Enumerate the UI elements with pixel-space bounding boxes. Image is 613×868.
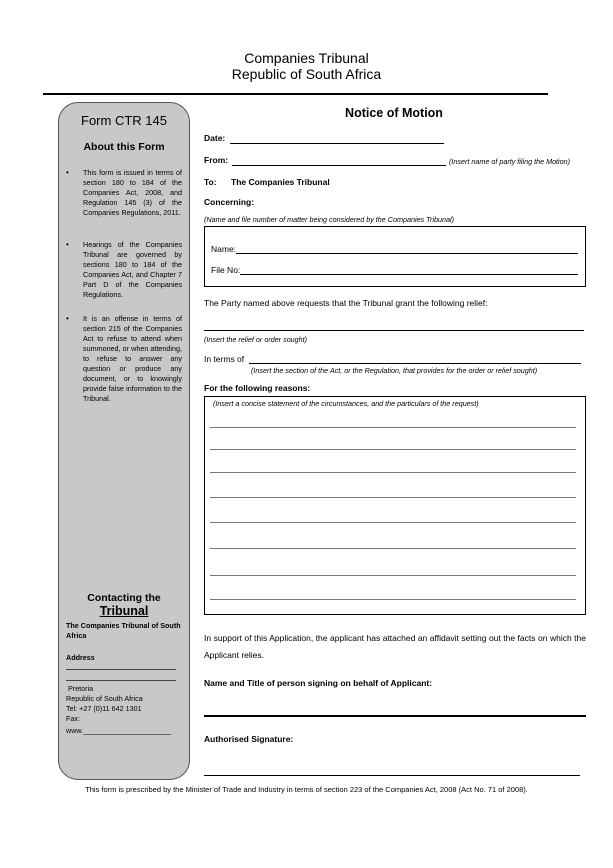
in-terms-hint: (Insert the section of the Act, or the Regulation, that provides for the order or relief sought): [251, 366, 538, 375]
reason-line: [210, 575, 576, 576]
to-value: The Companies Tribunal: [231, 177, 330, 187]
signer-label: Name and Title of person signing on behalf of Applicant:: [204, 678, 433, 688]
reasons-hint: (Insert a concise statement of the circumstances, and the particulars of the request): [213, 399, 479, 408]
signature-field[interactable]: [204, 775, 580, 776]
sidebar-bullet-1: • This form is issued in terms of section 180 to 184 of the Companies Act, 2008, and Regulation 145 (3) of the Companies Regulations, 2011.: [66, 168, 182, 217]
reason-line: [210, 522, 576, 523]
bullet-icon: •: [66, 168, 69, 177]
reason-line: [210, 472, 576, 473]
contact-www: www.______________________: [66, 726, 172, 735]
header-rule: [43, 93, 548, 95]
name-field[interactable]: [236, 253, 578, 254]
bullet-icon: •: [66, 240, 69, 249]
concerning-hint: (Name and file number of matter being considered by the Companies Tribunal): [204, 215, 454, 224]
reason-line: [210, 427, 576, 428]
sidebar-bullet-3: • It is an offense in terms of section 215 of the Companies Act to refuse to attend when summoned, or when attending, to refuse to answer any question or produce any document, or to knowingly provide false information to the Tribunal.: [66, 314, 182, 403]
address-line-2: [66, 680, 176, 681]
signer-field[interactable]: [204, 715, 586, 717]
bullet-icon: •: [66, 314, 69, 323]
header-subtitle: Republic of South Africa: [231, 66, 382, 82]
about-title: About this Form: [83, 141, 165, 153]
footer-text: This form is prescribed by the Minister of Trade and Industry in terms of section 223 of the Companies Act, 2008 (Act No. 71 of 2008).: [85, 785, 528, 794]
file-field[interactable]: [240, 274, 578, 275]
page-title: Notice of Motion: [345, 106, 443, 120]
relief-field[interactable]: [204, 330, 584, 331]
in-terms-label: In terms of: [204, 354, 245, 364]
reason-line: [210, 449, 576, 450]
from-field[interactable]: [232, 165, 446, 166]
contact-org: The Companies Tribunal of South Africa: [66, 621, 181, 640]
reason-line: [210, 548, 576, 549]
relief-hint: (Insert the relief or order sought): [204, 335, 308, 344]
concerning-box: [204, 226, 586, 287]
request-text: The Party named above requests that the Tribunal grant the following relief:: [204, 298, 488, 308]
name-label: Name:: [211, 244, 237, 254]
reason-line: [210, 599, 576, 600]
contact-title: Contacting the Tribunal: [87, 592, 161, 618]
reasons-box[interactable]: [204, 396, 586, 615]
concerning-label: Concerning:: [204, 197, 255, 207]
contact-fax: Fax:: [66, 714, 80, 723]
address-country: Republic of South Africa: [66, 694, 143, 703]
date-field[interactable]: [230, 143, 444, 144]
contact-tel: Tel: +27 (0)11 642 1301: [66, 704, 142, 713]
form-number: Form CTR 145: [81, 113, 167, 128]
reason-line: [210, 497, 576, 498]
file-label: File No:: [211, 265, 241, 275]
from-label: From:: [204, 155, 229, 165]
from-hint: (Insert name of party filing the Motion): [449, 157, 571, 166]
header-title: Companies Tribunal: [244, 50, 369, 66]
date-label: Date:: [204, 133, 226, 143]
support-text: In support of this Application, the applicant has attached an affidavit setting out the facts on which the Applicant relies.: [204, 633, 586, 660]
to-label: To:: [204, 177, 217, 187]
address-line-1: [66, 669, 176, 670]
reasons-label: For the following reasons:: [204, 383, 311, 393]
address-city: Pretoria: [68, 684, 94, 693]
signature-label: Authorised Signature:: [204, 734, 294, 744]
address-label: Address: [66, 653, 95, 662]
in-terms-field[interactable]: [249, 363, 581, 364]
sidebar-bullet-2: • Hearings of the Companies Tribunal are governed by sections 180 to 184 of the Companies Act, and Chapter 7 Part D of the Companies Regulations.: [66, 240, 182, 299]
